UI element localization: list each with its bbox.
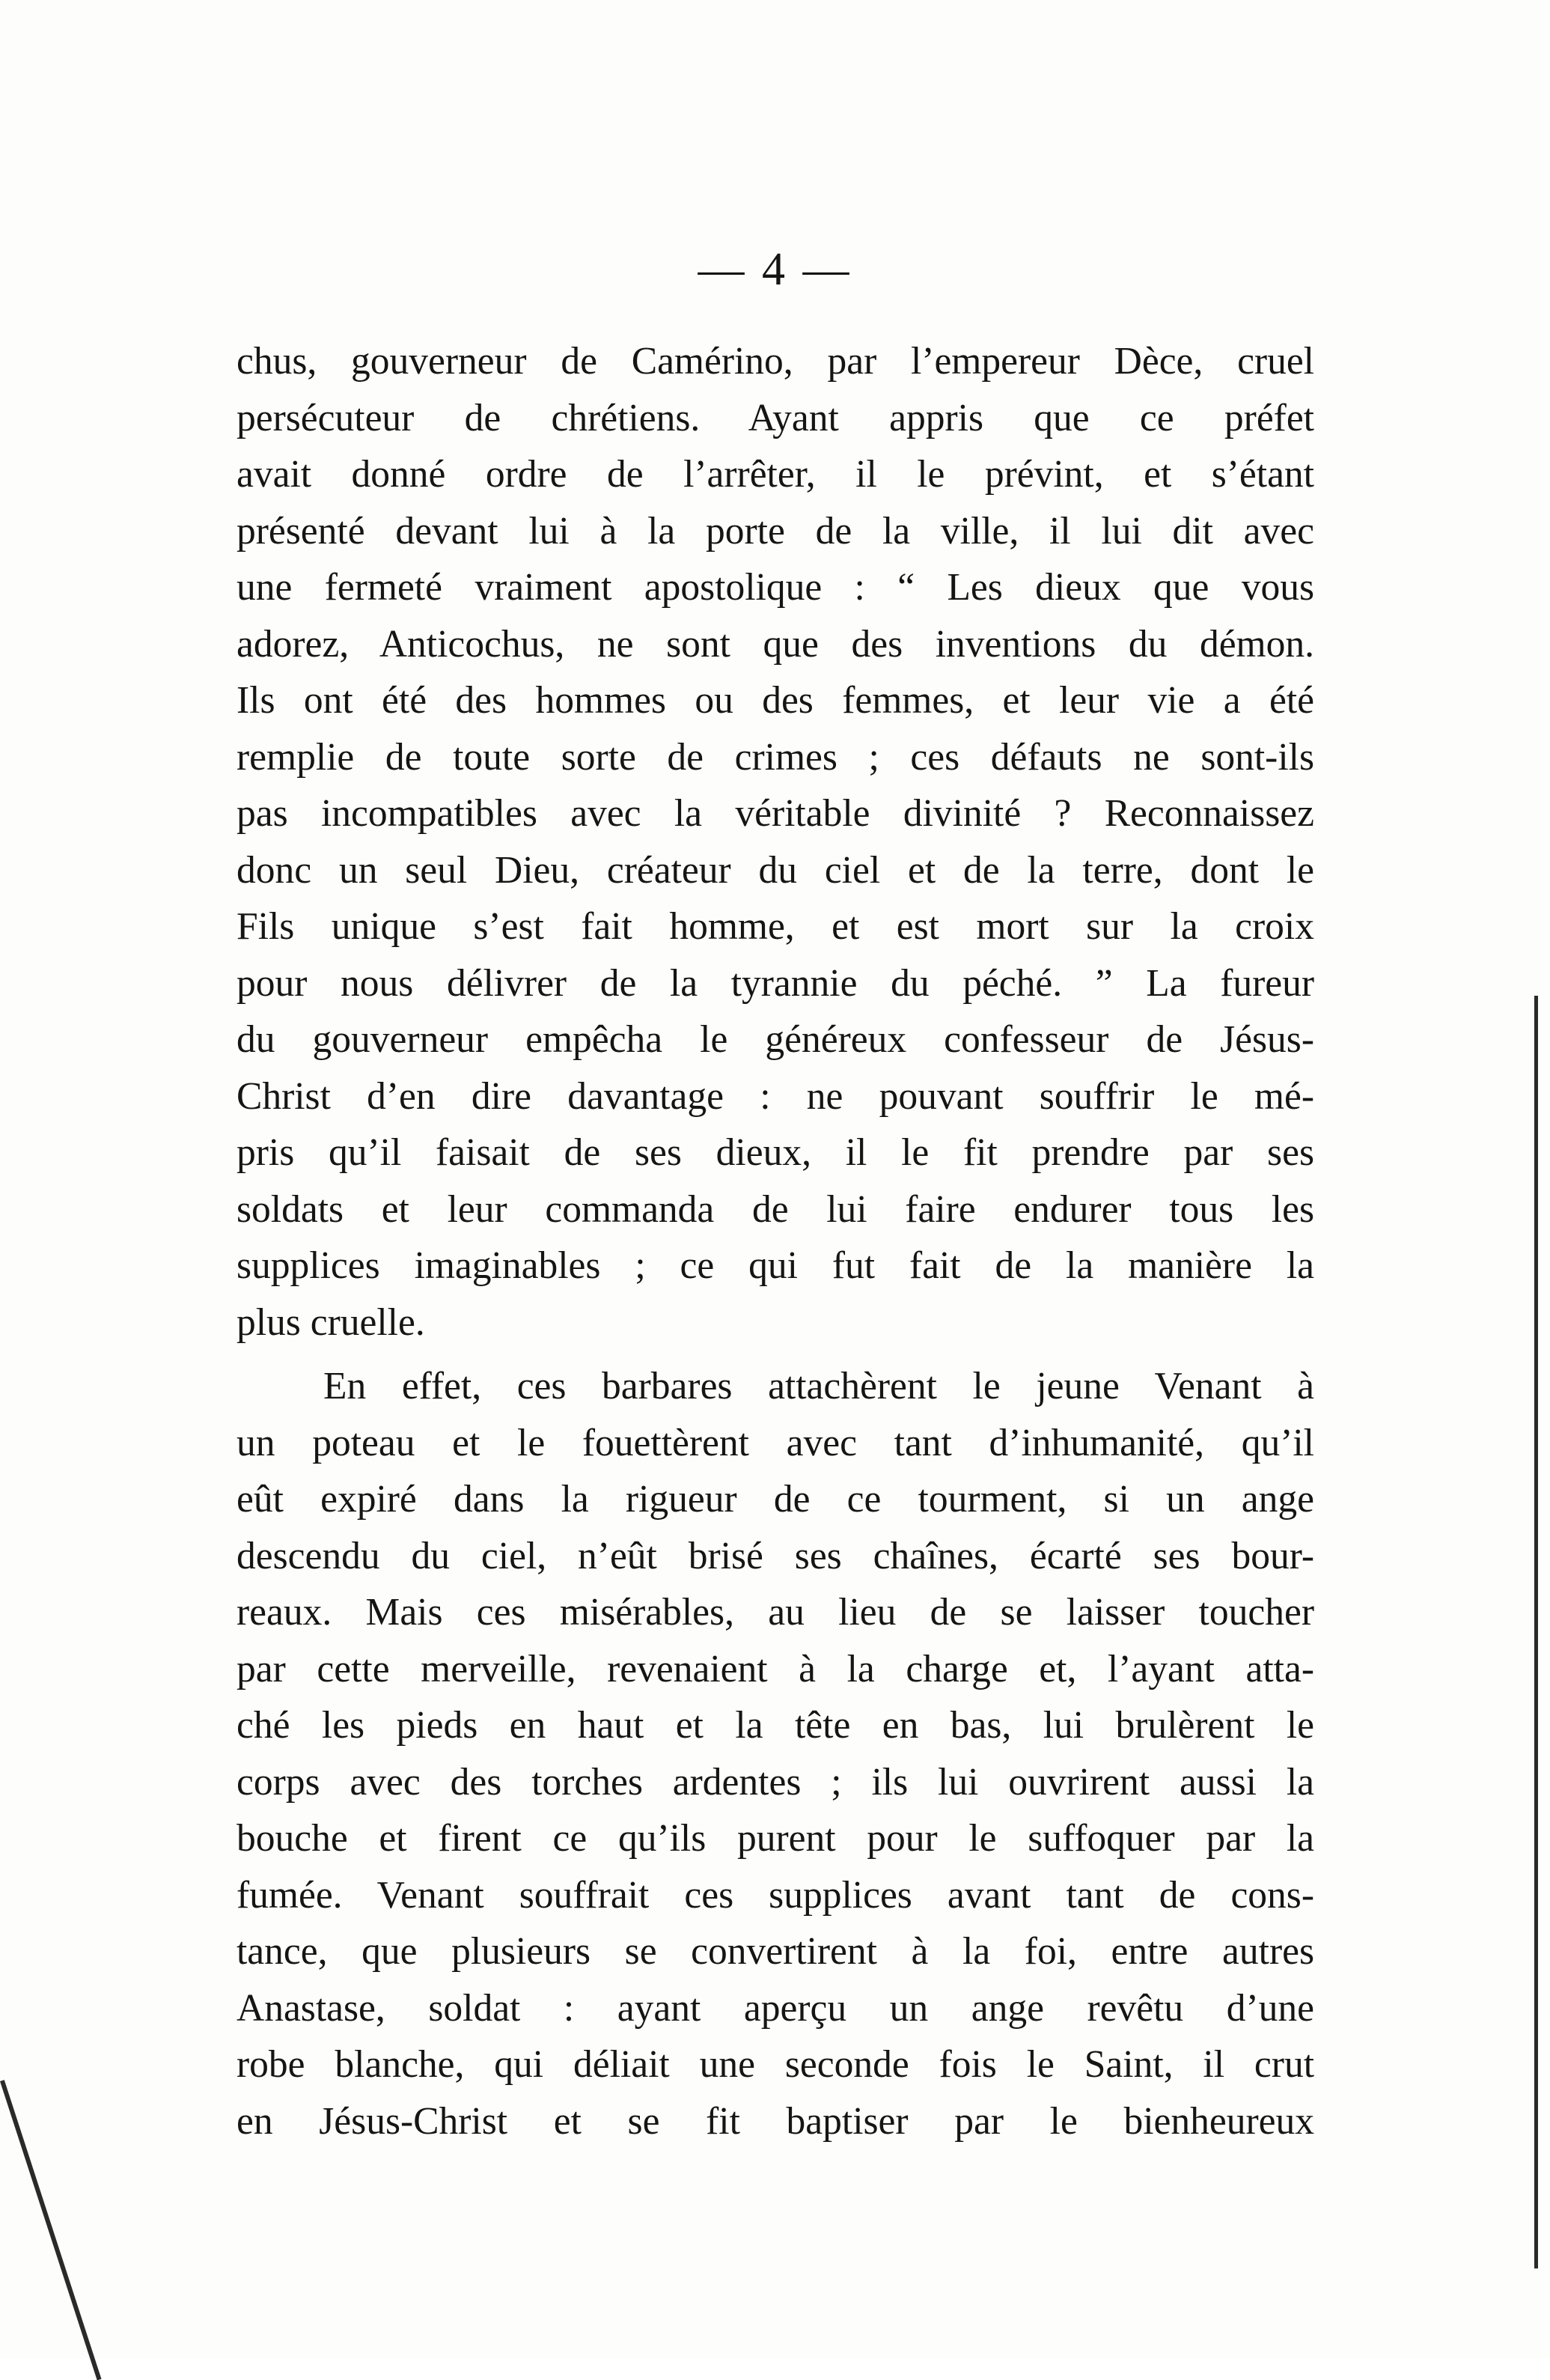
page-number: — 4 — <box>698 244 852 295</box>
text-line: donc un seul Dieu, créateur du ciel et de la terre, dont le <box>237 848 1314 892</box>
text-line: reaux. Mais ces misérables, au lieu de se laisser toucher <box>237 1591 1314 1634</box>
text-line: robe blanche, qui déliait une seconde fois le Saint, il crut <box>237 2043 1314 2086</box>
text-line: remplie de toute sorte de crimes ; ces défauts ne sont-ils <box>237 735 1314 779</box>
text-line: En effet, ces barbares attachèrent le jeune Venant à <box>323 1365 1314 1407</box>
text-line: un poteau et le fouettèrent avec tant d’inhumanité, qu’il <box>237 1421 1314 1464</box>
text-line: présenté devant lui à la porte de la ville, il lui dit avec <box>237 509 1314 553</box>
text-line: en Jésus-Christ et se fit baptiser par le bienheureux <box>237 2099 1314 2143</box>
text-line: Fils unique s’est fait homme, et est mort sur la croix <box>237 905 1314 948</box>
text-line: pour nous délivrer de la tyrannie du péché. ” La fureur <box>237 961 1314 1005</box>
text-line: pas incompatibles avec la véritable divinité ? Reconnaissez <box>237 792 1314 835</box>
paragraph-1 <box>237 333 1314 1351</box>
text-line: corps avec des torches ardentes ; ils lui ouvrirent aussi la <box>237 1760 1314 1804</box>
text-line: pris qu’il faisait de ses dieux, il le fit prendre par ses <box>237 1131 1314 1174</box>
text-line: du gouverneur empêcha le généreux confesseur de Jésus- <box>237 1018 1314 1061</box>
text-line: tance, que plusieurs se convertirent à la foi, entre autres <box>237 1930 1314 1973</box>
scan-diagonal-line <box>0 2080 101 2380</box>
text-line: Christ d’en dire davantage : ne pouvant souffrir le mé- <box>237 1074 1314 1118</box>
text-line: eût expiré dans la rigueur de ce tourment, si un ange <box>237 1478 1314 1521</box>
text-line: Anastase, soldat : ayant aperçu un ange revêtu d’une <box>237 1986 1314 2030</box>
text-line: Ils ont été des hommes ou des femmes, et leur vie a été <box>237 679 1314 722</box>
text-line: ché les pieds en haut et la tête en bas, lui brulèrent le <box>237 1704 1314 1747</box>
text-line: descendu du ciel, n’eût brisé ses chaînes, écarté ses bour- <box>237 1534 1314 1577</box>
text-line: avait donné ordre de l’arrêter, il le prévint, et s’étant <box>237 453 1314 496</box>
text-line: adorez, Anticochus, ne sont que des inventions du démon. <box>237 622 1314 666</box>
text-line: plus cruelle. <box>237 1300 425 1344</box>
scan-edge-line <box>1534 996 1538 2268</box>
text-line: une fermeté vraiment apostolique : “ Les dieux que vous <box>237 566 1314 609</box>
text-line: chus, gouverneur de Camérino, par l’empereur Dèce, cruel <box>237 340 1314 383</box>
paragraph-2 <box>237 1358 1314 2149</box>
text-line: fumée. Venant souffrait ces supplices avant tant de cons- <box>237 1873 1314 1917</box>
body-text <box>237 333 1314 2149</box>
text-line: supplices imaginables ; ce qui fut fait de la manière la <box>237 1244 1314 1287</box>
text-line: persécuteur de chrétiens. Ayant appris que ce préfet <box>237 396 1314 439</box>
text-line: par cette merveille, revenaient à la charge et, l’ayant atta- <box>237 1647 1314 1690</box>
text-line: soldats et leur commanda de lui faire endurer tous les <box>237 1187 1314 1231</box>
text-line: bouche et firent ce qu’ils purent pour le suffoquer par la <box>237 1817 1314 1860</box>
paragraph-gap <box>237 1351 1314 1358</box>
